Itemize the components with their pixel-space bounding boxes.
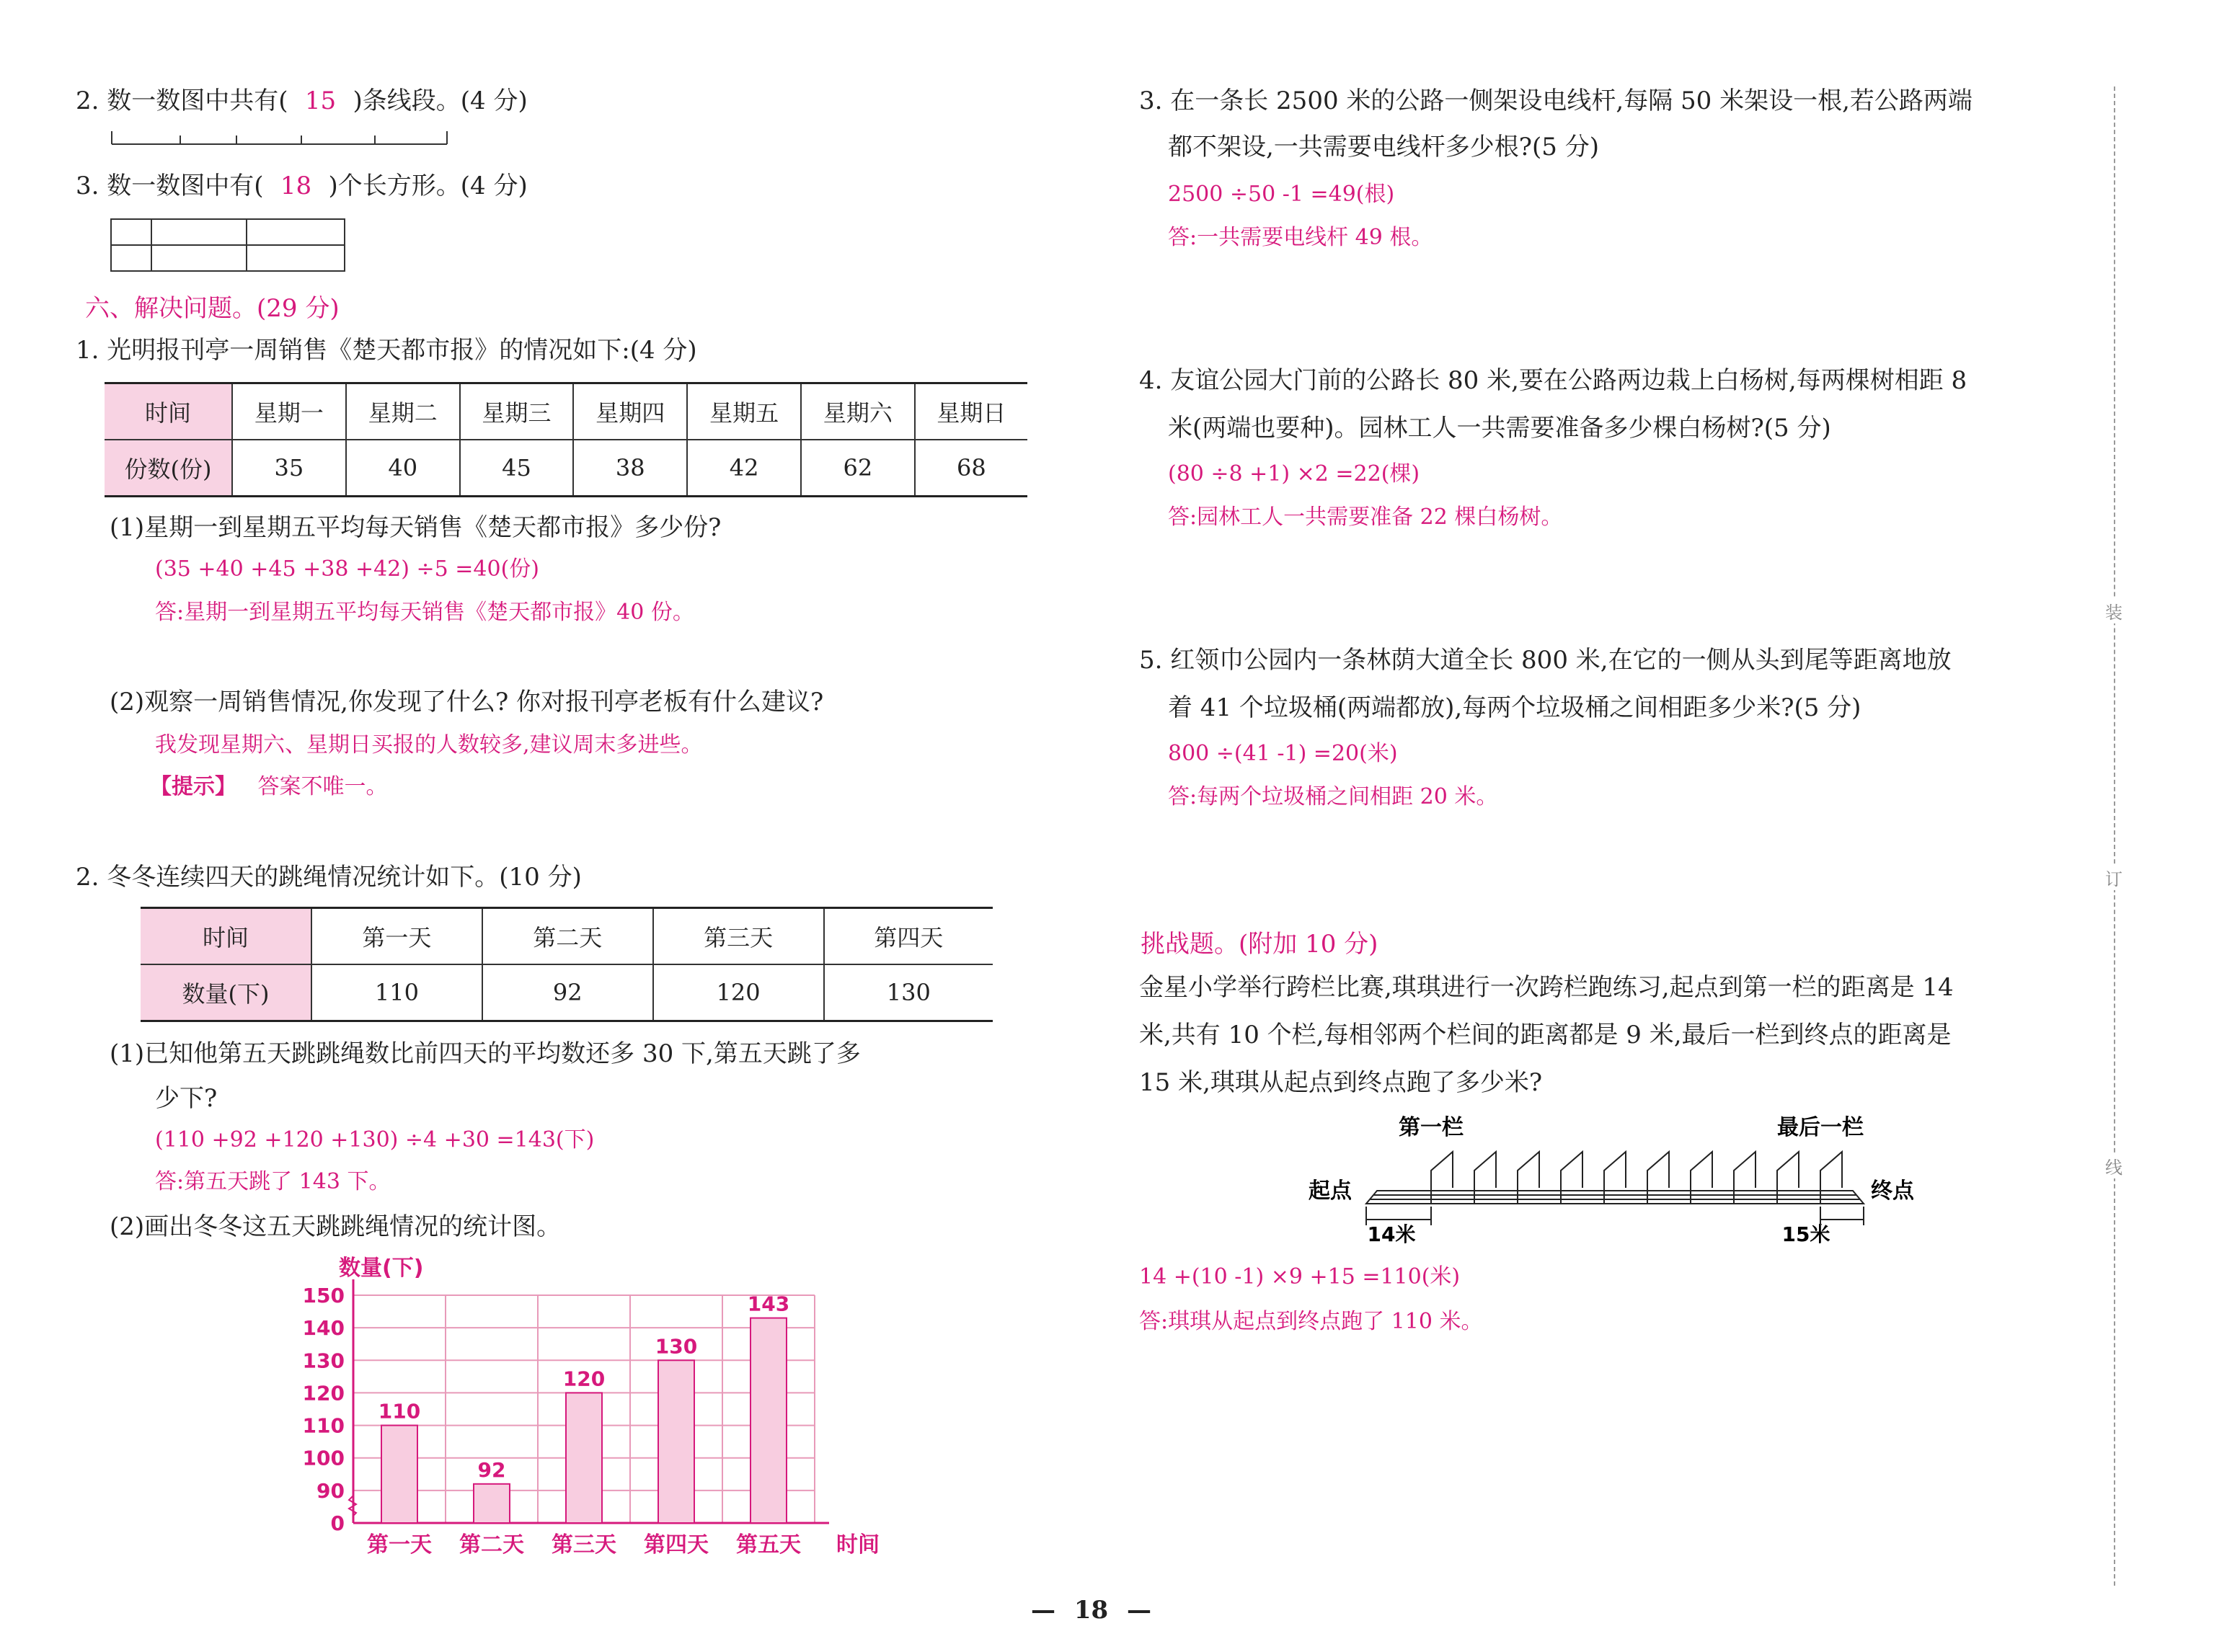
answer-text: 答:园林工人一共需要准备 22 棵白杨树。 [1168,505,1563,530]
answer-calculation: 800 ÷(41 -1) =20(米) [1168,741,1398,766]
binding-mark: 装 [2105,598,2122,623]
last-hurdle-label: 最后一栏 [1777,1115,1864,1140]
answer-text: 答:一共需要电线杆 49 根。 [1168,225,1433,250]
hurdle [1777,1152,1799,1204]
challenge-text: 金星小学举行跨栏比赛,琪琪进行一次跨栏跑练习,起点到第一栏的距离是 14 [1139,973,1954,1002]
hurdle-diagram [1298,1110,1932,1254]
page-number: 18 [1073,1596,1109,1625]
end-distance-label: 15米 [1781,1222,1830,1246]
hurdle [1734,1152,1756,1204]
answer-text: 我发现星期六、星期日买报的人数较多,建议周末多进些。 [155,732,703,758]
data-label: 92 [477,1457,506,1482]
subquestion: (1)已知他第五天跳跳绳数比前四天的平均数还多 30 下,第五天跳了多 [110,1039,861,1068]
start-distance-label: 14米 [1367,1222,1416,1246]
y-tick-label: 90 [316,1478,345,1503]
problem-5-continued: 着 41 个垃圾桶(两端都放),每两个垃圾桶之间相距多少米?(5 分) [1168,693,1861,722]
binding-line [2114,86,2115,1586]
hurdle [1431,1152,1453,1204]
data-label: 110 [378,1399,421,1424]
y-tick-label: 100 [303,1446,345,1470]
y-tick-label: 110 [303,1413,345,1438]
y-tick-label: 130 [303,1349,345,1373]
answer-text: 答:第五天跳了 143 下。 [155,1169,391,1194]
jump-rope-bar-chart [303,1251,894,1568]
first-hurdle-label: 第一栏 [1399,1115,1464,1140]
challenge-title: 挑战题。(附加 10 分) [1141,930,1378,959]
x-tick-label: 第一天 [367,1532,432,1558]
bar [474,1484,510,1523]
finish-label: 终点 [1871,1178,1914,1204]
answer-calculation: 2500 ÷50 -1 =49(根) [1168,182,1395,207]
answer-text: 答:每两个垃圾桶之间相距 20 米。 [1168,784,1498,809]
y-tick-label: 0 [330,1511,345,1535]
y-axis-title: 数量(下) [339,1256,424,1281]
bar [381,1426,417,1523]
page-footer: — 18 — [1031,1596,1152,1625]
data-label: 143 [747,1292,790,1316]
problem-4-continued: 米(两端也要种)。园林工人一共需要准备多少棵白杨树?(5 分) [1168,414,1831,443]
subquestion: (2)观察一周销售情况,你发现了什么? 你对报刊亭老板有什么建议? [110,688,824,716]
answer-calculation: (110 +92 +120 +130) ÷4 +30 =143(下) [155,1127,595,1153]
table-row: 数量(下) 110 92 120 130 [141,964,993,1021]
problem-3: 3. 在一条长 2500 米的公路一侧架设电线杆,每隔 50 米架设一根,若公路两端 [1139,86,1973,115]
answer-calculation: (80 ÷8 +1) ×2 =22(棵) [1168,461,1420,487]
table-row: 时间 星期一 星期二 星期三 星期四 星期五 星期六 星期日 [105,383,1027,440]
x-tick-label: 第二天 [459,1532,524,1558]
data-label: 120 [562,1367,606,1391]
bar [658,1360,694,1523]
hurdle [1474,1152,1496,1204]
hurdle [1604,1152,1626,1204]
answer-blank: 15 [304,86,337,115]
bar [751,1318,787,1523]
answer-text: 答:星期一到星期五平均每天销售《楚天都市报》40 份。 [155,600,694,625]
track [1366,1191,1864,1204]
y-tick-label: 150 [303,1284,345,1307]
subquestion-continued: 少下? [155,1084,218,1113]
hurdle [1518,1152,1539,1204]
hurdle [1561,1152,1582,1204]
hurdle [1820,1152,1842,1204]
problem-2-title: 2. 冬冬连续四天的跳绳情况统计如下。(10 分) [76,863,582,892]
rectangle-grid-figure [110,218,347,275]
newspaper-sales-table [105,382,1027,497]
y-tick-label: 120 [303,1381,345,1405]
line-segment-figure [108,128,454,150]
x-tick-label: 第三天 [552,1532,616,1558]
answer-blank: 18 [280,172,312,200]
start-label: 起点 [1309,1178,1352,1204]
problem-3-continued: 都不架设,一共需要电线杆多少根?(5 分) [1168,133,1600,161]
subquestion: (2)画出冬冬这五天跳跳绳情况的统计图。 [110,1212,562,1241]
answer-text: 答:琪琪从起点到终点跑了 110 米。 [1139,1309,1483,1334]
problem-1-title: 1. 光明报刊亭一周销售《楚天都市报》的情况如下:(4 分) [76,336,697,365]
x-tick-label: 第五天 [736,1532,801,1558]
section-title: 六、解决问题。(29 分) [85,294,340,323]
y-tick-label: 140 [303,1316,345,1341]
table-row: 份数(份) 35 40 45 38 42 62 68 [105,440,1027,497]
challenge-text: 米,共有 10 个栏,每相邻两个栏间的距离都是 9 米,最后一栏到终点的距离是 [1139,1021,1952,1049]
problem-5: 5. 红领巾公园内一条林荫大道全长 800 米,在它的一侧从头到尾等距离地放 [1139,646,1952,675]
hint-text: 答案不唯一。 [257,774,388,799]
hurdle [1691,1152,1712,1204]
hint-label: 【提示】 [150,774,236,799]
challenge-text: 15 米,琪琪从起点到终点跑了多少米? [1139,1068,1543,1097]
table-row: 时间 第一天 第二天 第三天 第四天 [141,908,993,965]
x-tick-label: 第四天 [644,1532,709,1558]
question-line-count: 2. 数一数图中共有( 15 )条线段。(4 分) [76,86,528,115]
binding-mark: 线 [2105,1153,2122,1178]
data-label: 130 [655,1334,698,1359]
jump-rope-table [141,907,993,1022]
hurdle [1647,1152,1669,1204]
answer-calculation: 14 +(10 -1) ×9 +15 =110(米) [1139,1264,1461,1289]
answer-calculation: (35 +40 +45 +38 +42) ÷5 =40(份) [155,556,539,582]
subquestion: (1)星期一到星期五平均每天销售《楚天都市报》多少份? [110,513,722,542]
question-rectangle-count: 3. 数一数图中有( 18 )个长方形。(4 分) [76,172,528,200]
hint [150,773,388,801]
x-axis-title: 时间 [836,1532,880,1558]
problem-4: 4. 友谊公园大门前的公路长 80 米,要在公路两边栽上白杨树,每两棵树相距 8 [1139,366,1967,395]
bar [566,1393,602,1523]
binding-mark: 订 [2105,865,2122,890]
